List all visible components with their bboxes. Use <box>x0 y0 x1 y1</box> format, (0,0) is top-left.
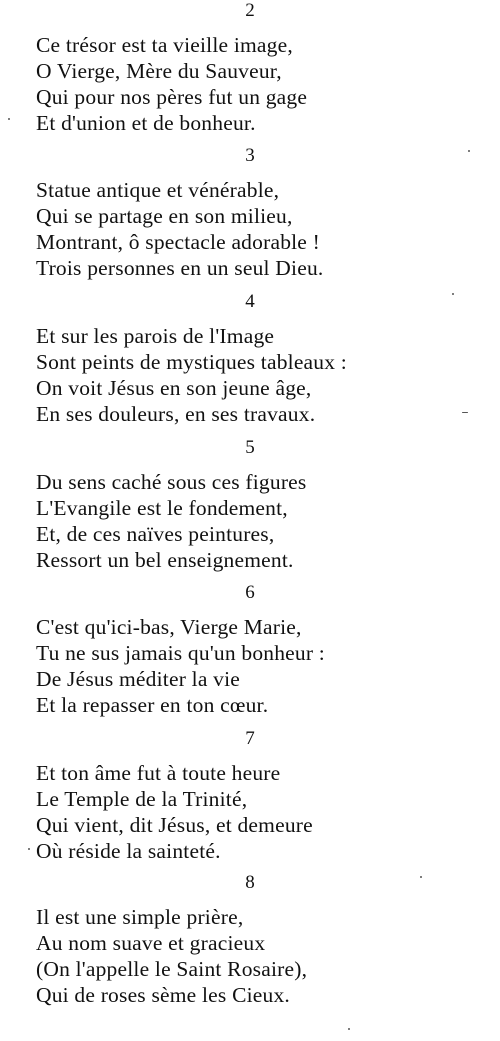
stanza-number: 3 <box>245 145 255 166</box>
verse-line: On voit Jésus en son jeune âge, <box>36 376 312 400</box>
scan-speck <box>420 876 422 878</box>
verse-line: Statue antique et vénérable, <box>36 178 280 202</box>
verse-line: Sont peints de mystiques tableaux : <box>36 350 347 374</box>
verse-line: Il est une simple prière, <box>36 905 244 929</box>
verse-line: Où réside la sainteté. <box>36 839 221 863</box>
verse-line: Qui vient, dit Jésus, et demeure <box>36 813 313 837</box>
stanza-number: 8 <box>245 872 255 893</box>
verse-line: Ressort un bel enseignement. <box>36 548 294 572</box>
stanza-number: 4 <box>245 291 255 312</box>
verse-line: Trois personnes en un seul Dieu. <box>36 256 324 280</box>
scan-speck <box>28 848 30 850</box>
verse-line: (On l'appelle le Saint Rosaire), <box>36 957 308 981</box>
stanza-number: 7 <box>245 728 255 749</box>
verse-line: Et d'union et de bonheur. <box>36 111 256 135</box>
scan-speck <box>468 150 470 152</box>
scan-speck <box>462 412 468 413</box>
stanza-number: 2 <box>245 0 255 21</box>
verse-line: Qui pour nos pères fut un gage <box>36 85 308 109</box>
verse-line: Montrant, ô spectacle adorable ! <box>36 230 320 254</box>
verse-line: L'Evangile est le fondement, <box>36 496 288 520</box>
verse-line: Et la repasser en ton cœur. <box>36 693 269 717</box>
verse-line: Qui de roses sème les Cieux. <box>36 983 290 1007</box>
verse-line: O Vierge, Mère du Sauveur, <box>36 59 282 83</box>
scan-speck <box>452 293 454 295</box>
verse-line: Qui se partage en son milieu, <box>36 204 293 228</box>
verse-line: Au nom suave et gracieux <box>36 931 266 955</box>
stanza-number: 5 <box>245 437 255 458</box>
verse-line: Et ton âme fut à toute heure <box>36 761 281 785</box>
verse-line: De Jésus méditer la vie <box>36 667 241 691</box>
verse-line: Ce trésor est ta vieille image, <box>36 33 293 57</box>
scan-speck <box>8 118 10 120</box>
verse-line: Du sens caché sous ces figures <box>36 470 307 494</box>
verse-line: Et sur les parois de l'Image <box>36 324 275 348</box>
verse-line: C'est qu'ici-bas, Vierge Marie, <box>36 615 302 639</box>
verse-line: Tu ne sus jamais qu'un bonheur : <box>36 641 325 665</box>
scan-speck <box>348 1028 350 1030</box>
verse-line: Le Temple de la Trinité, <box>36 787 248 811</box>
verse-line: En ses douleurs, en ses travaux. <box>36 402 316 426</box>
verse-line: Et, de ces naïves peintures, <box>36 522 275 546</box>
stanza-number: 6 <box>245 582 255 603</box>
